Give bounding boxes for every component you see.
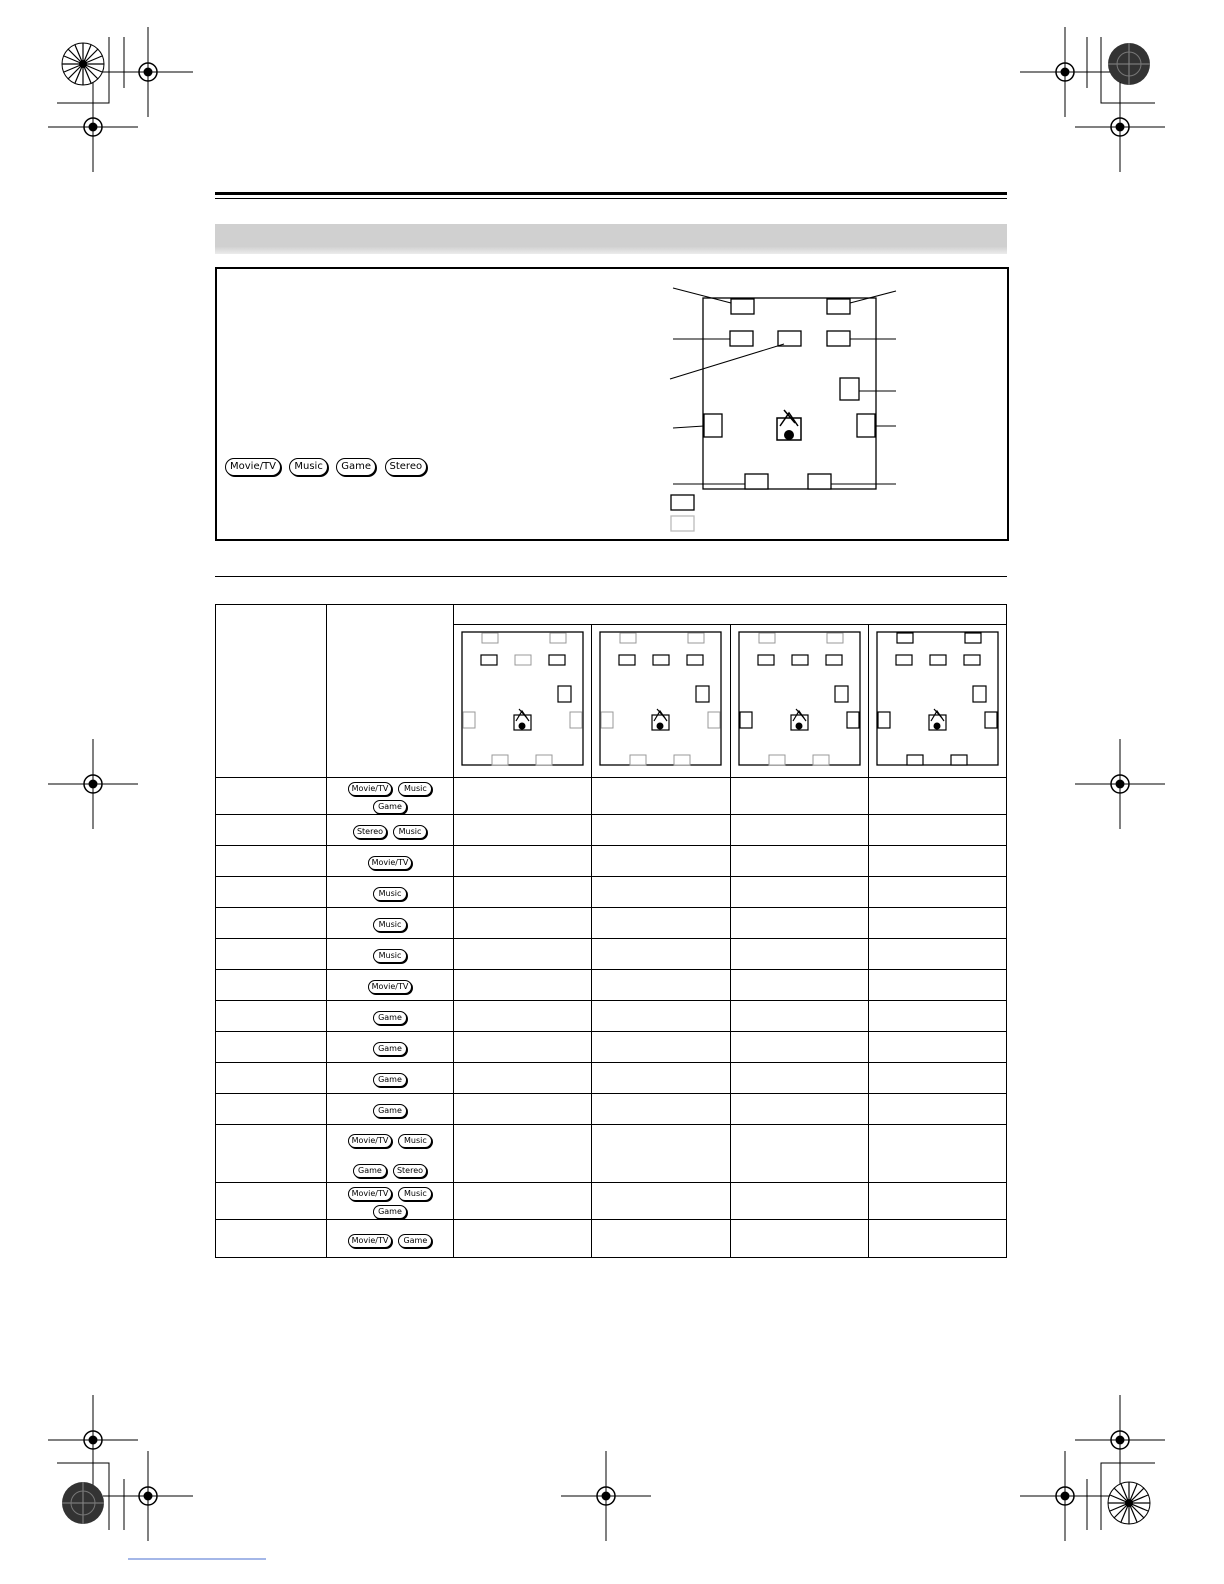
layout-support-cell bbox=[868, 877, 1006, 908]
music-button-icon: Music bbox=[398, 1187, 432, 1201]
mode-name-cell bbox=[216, 1220, 327, 1258]
table-row bbox=[216, 778, 1007, 815]
mode-buttons-cell bbox=[327, 970, 454, 1001]
layout-support-cell bbox=[453, 815, 591, 846]
mode-name-cell bbox=[216, 939, 327, 970]
layout-support-cell bbox=[453, 1220, 591, 1258]
music-button-icon: Music bbox=[393, 825, 427, 839]
layout-support-cell bbox=[453, 846, 591, 877]
layout-support-cell bbox=[453, 877, 591, 908]
layout-support-cell bbox=[591, 939, 730, 970]
mode-buttons-cell bbox=[327, 1220, 454, 1258]
stereo-button-icon: Stereo bbox=[385, 458, 428, 476]
layout-support-cell bbox=[730, 778, 868, 815]
mode-name-cell bbox=[216, 778, 327, 815]
layout-support-cell bbox=[453, 1063, 591, 1094]
table-row bbox=[216, 970, 1007, 1001]
mode-buttons-cell bbox=[327, 1125, 454, 1183]
mode-buttons-cell bbox=[327, 778, 454, 815]
layout-support-cell bbox=[730, 846, 868, 877]
table-row bbox=[216, 1094, 1007, 1125]
mode-buttons-cell bbox=[327, 1001, 454, 1032]
layout-support-cell bbox=[453, 1183, 591, 1220]
listening-mode-buttons bbox=[225, 456, 427, 476]
speaker-layout-mini-2 bbox=[592, 625, 730, 772]
game-button-icon: Game bbox=[373, 1011, 407, 1025]
layout-support-cell bbox=[868, 1183, 1006, 1220]
layout-support-cell bbox=[453, 1094, 591, 1125]
layout-support-cell bbox=[868, 1001, 1006, 1032]
mode-buttons-cell bbox=[327, 1094, 454, 1125]
speaker-layout-diagram bbox=[660, 280, 910, 536]
layout-support-cell bbox=[591, 1001, 730, 1032]
layout-support-cell bbox=[730, 1032, 868, 1063]
mode-name-cell bbox=[216, 1183, 327, 1220]
mode-buttons-cell bbox=[327, 908, 454, 939]
mode-name-cell bbox=[216, 1125, 327, 1183]
listening-mode-table bbox=[215, 604, 1007, 1258]
layout-support-cell bbox=[453, 1125, 591, 1183]
mode-name-cell bbox=[216, 970, 327, 1001]
layout-support-cell bbox=[591, 1183, 730, 1220]
mode-buttons-cell bbox=[327, 1183, 454, 1220]
layout-support-cell bbox=[591, 778, 730, 815]
layout-support-cell bbox=[868, 1220, 1006, 1258]
layout-support-cell bbox=[868, 1094, 1006, 1125]
header-rule bbox=[215, 192, 1007, 195]
layout-support-cell bbox=[591, 1032, 730, 1063]
header-speaker-layout bbox=[453, 605, 1006, 625]
mode-name-cell bbox=[216, 1063, 327, 1094]
mode-name-cell bbox=[216, 815, 327, 846]
layout-support-cell bbox=[591, 1220, 730, 1258]
table-row bbox=[216, 1183, 1007, 1220]
layout-support-cell bbox=[868, 970, 1006, 1001]
layout-support-cell bbox=[730, 1001, 868, 1032]
game-button-icon: Game bbox=[373, 800, 407, 814]
game-button-icon: Game bbox=[336, 458, 376, 476]
table-row bbox=[216, 1001, 1007, 1032]
section-rule bbox=[215, 576, 1007, 577]
movie-tv-button-icon: Movie/TV bbox=[368, 856, 413, 870]
layout-support-cell bbox=[453, 970, 591, 1001]
movie-tv-button-icon: Movie/TV bbox=[225, 458, 281, 476]
mode-name-cell bbox=[216, 877, 327, 908]
layout-support-cell bbox=[591, 1063, 730, 1094]
music-button-icon: Music bbox=[373, 949, 407, 963]
layout-support-cell bbox=[730, 970, 868, 1001]
layout-support-cell bbox=[730, 1094, 868, 1125]
music-button-icon: Music bbox=[373, 887, 407, 901]
layout-support-cell bbox=[730, 908, 868, 939]
table-row bbox=[216, 1063, 1007, 1094]
game-button-icon: Game bbox=[373, 1104, 407, 1118]
mode-name-cell bbox=[216, 1032, 327, 1063]
layout-support-cell bbox=[868, 1032, 1006, 1063]
layout-support-cell bbox=[730, 877, 868, 908]
speaker-layout-mini-3 bbox=[731, 625, 868, 772]
layout-cell-2 bbox=[591, 625, 730, 778]
mode-buttons-cell bbox=[327, 1032, 454, 1063]
stereo-button-icon: Stereo bbox=[393, 1164, 427, 1178]
movie-tv-button-icon: Movie/TV bbox=[348, 1187, 393, 1201]
section-band bbox=[215, 224, 1007, 254]
layout-support-cell bbox=[453, 1032, 591, 1063]
layout-support-cell bbox=[591, 970, 730, 1001]
table-row bbox=[216, 1125, 1007, 1183]
mode-buttons-cell bbox=[327, 846, 454, 877]
mode-name-cell bbox=[216, 1001, 327, 1032]
layout-support-cell bbox=[868, 815, 1006, 846]
header-mode-name bbox=[216, 605, 327, 778]
layout-support-cell bbox=[730, 1220, 868, 1258]
game-button-icon: Game bbox=[398, 1234, 432, 1248]
layout-support-cell bbox=[591, 846, 730, 877]
header-button bbox=[327, 605, 454, 778]
table-row bbox=[216, 815, 1007, 846]
layout-support-cell bbox=[591, 1125, 730, 1183]
layout-support-cell bbox=[868, 1125, 1006, 1183]
music-button-icon: Music bbox=[289, 458, 327, 476]
stereo-button-icon: Stereo bbox=[353, 825, 387, 839]
music-button-icon: Music bbox=[398, 782, 432, 796]
movie-tv-button-icon: Movie/TV bbox=[348, 782, 393, 796]
layout-support-cell bbox=[730, 1183, 868, 1220]
layout-support-cell bbox=[453, 778, 591, 815]
legend-disabled-speaker-icon bbox=[671, 516, 694, 531]
table-row bbox=[216, 1032, 1007, 1063]
table-row bbox=[216, 908, 1007, 939]
mode-buttons-cell bbox=[327, 939, 454, 970]
layout-support-cell bbox=[868, 908, 1006, 939]
layout-support-cell bbox=[868, 1063, 1006, 1094]
layout-support-cell bbox=[591, 908, 730, 939]
layout-support-cell bbox=[591, 1094, 730, 1125]
mode-buttons-cell bbox=[327, 815, 454, 846]
layout-support-cell bbox=[868, 846, 1006, 877]
table-row bbox=[216, 846, 1007, 877]
table-row bbox=[216, 877, 1007, 908]
legend-enabled-speaker-icon bbox=[671, 495, 694, 510]
layout-cell-1 bbox=[453, 625, 591, 778]
layout-support-cell bbox=[730, 815, 868, 846]
speaker-layout-mini-4 bbox=[869, 625, 1006, 772]
layout-support-cell bbox=[453, 939, 591, 970]
layout-cell-3 bbox=[730, 625, 868, 778]
mode-name-cell bbox=[216, 846, 327, 877]
layout-support-cell bbox=[730, 1063, 868, 1094]
movie-tv-button-icon: Movie/TV bbox=[368, 980, 413, 994]
layout-cell-4 bbox=[868, 625, 1006, 778]
table-row bbox=[216, 1220, 1007, 1258]
mode-buttons-cell bbox=[327, 1063, 454, 1094]
game-button-icon: Game bbox=[373, 1073, 407, 1087]
music-button-icon: Music bbox=[373, 918, 407, 932]
layout-support-cell bbox=[453, 1001, 591, 1032]
mode-name-cell bbox=[216, 908, 327, 939]
layout-support-cell bbox=[730, 939, 868, 970]
speaker-layout-mini-1 bbox=[454, 625, 591, 772]
layout-support-cell bbox=[591, 877, 730, 908]
movie-tv-button-icon: Movie/TV bbox=[348, 1234, 393, 1248]
layout-support-cell bbox=[453, 908, 591, 939]
music-button-icon: Music bbox=[398, 1134, 432, 1148]
table-row bbox=[216, 939, 1007, 970]
header-rule-thin bbox=[215, 198, 1007, 199]
mode-name-cell bbox=[216, 1094, 327, 1125]
layout-support-cell bbox=[591, 815, 730, 846]
game-button-icon: Game bbox=[373, 1205, 407, 1219]
game-button-icon: Game bbox=[353, 1164, 387, 1178]
layout-support-cell bbox=[730, 1125, 868, 1183]
layout-support-cell bbox=[868, 939, 1006, 970]
game-button-icon: Game bbox=[373, 1042, 407, 1056]
movie-tv-button-icon: Movie/TV bbox=[348, 1134, 393, 1148]
mode-buttons-cell bbox=[327, 877, 454, 908]
layout-support-cell bbox=[868, 778, 1006, 815]
